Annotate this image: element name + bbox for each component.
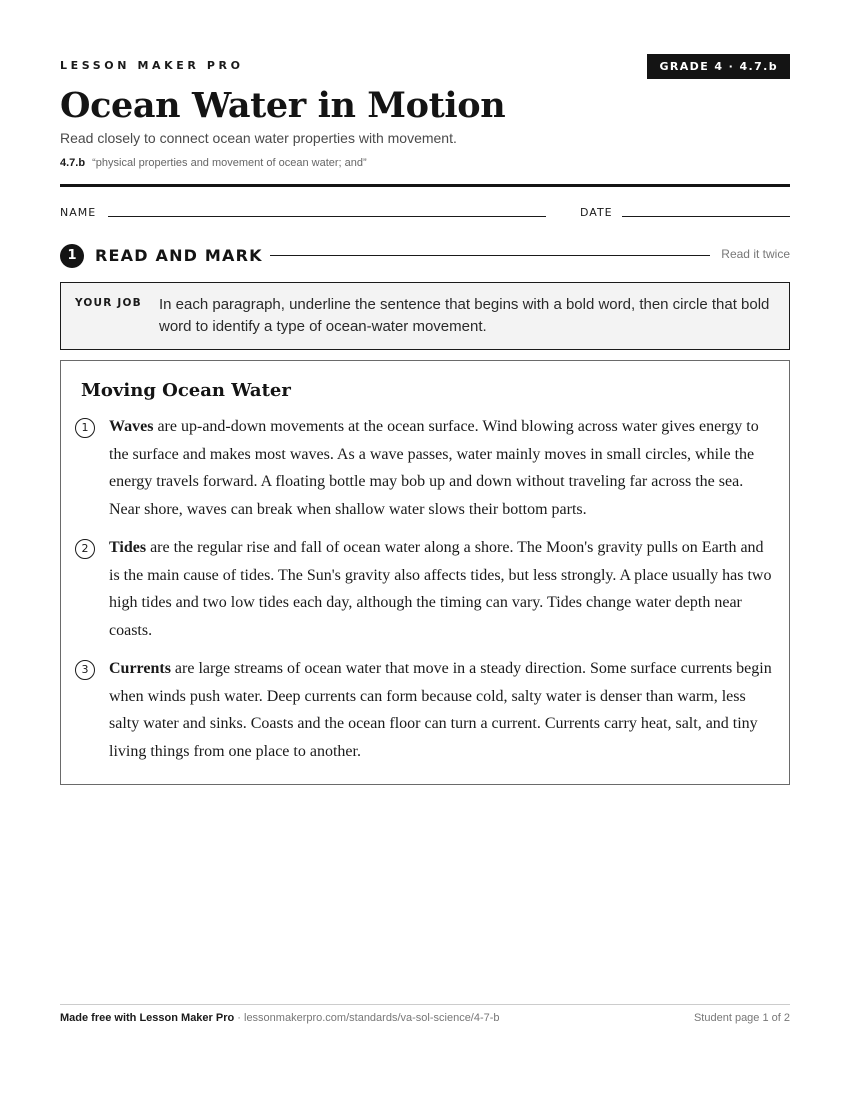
paragraph-text (109, 413, 775, 523)
reading-passage (60, 360, 790, 785)
footer-page-number: Student page 1 of 2 (693, 1012, 790, 1024)
name-field[interactable] (108, 216, 546, 217)
date-field[interactable] (622, 216, 790, 217)
paragraph-number: 1 (75, 418, 95, 438)
grade-badge: GRADE 4 · 4.7.b (647, 54, 790, 79)
standard-code: 4.7.b (60, 157, 86, 169)
paragraph-keyword[interactable]: Tides (109, 539, 147, 556)
standard-text: “physical properties and movement of ocean water; and” (92, 157, 367, 169)
paragraph-number: 2 (75, 539, 95, 559)
name-label: NAME (60, 206, 97, 219)
page-subtitle: Read closely to connect ocean water properties with movement. (60, 130, 457, 146)
worksheet-page (60, 0, 790, 1100)
paragraph-body[interactable]: are the regular rise and fall of ocean water along a shore. The Moon's gravity pulls on Earth and is the main cause of tides. The Sun's gravity also affects tides, but less strongly. A place usually has two high tides and two low tides each day, although the timing can vary. Tides change water depth near coasts. (109, 539, 772, 639)
instructions-text: In each paragraph, underline the sentence that begins with a bold word, then circle that bold word to identify a type of ocean-water movement. (159, 296, 770, 335)
section-title: READ AND MARK (95, 246, 263, 265)
passage-title: Moving Ocean Water (81, 380, 291, 401)
footer-divider (60, 1004, 790, 1005)
brand-name: LESSON MAKER PRO (60, 59, 244, 72)
page-title: Ocean Water in Motion (60, 85, 506, 126)
instructions-box (60, 282, 790, 350)
paragraph-body[interactable]: are up-and-down movements at the ocean surface. Wind blowing across water gives energy to the surface and makes most waves. As a wave passes, water mainly moves in small circles, while the energy travels forward. A floating bottle may bob up and down without traveling far across the sea. Near shore, waves can break when shallow water slows their bottom parts. (109, 418, 759, 518)
date-label: DATE (580, 206, 613, 219)
section-divider (270, 255, 710, 256)
footer-url[interactable]: · lessonmakerpro.com/standards/va-sol-science/4-7-b (234, 1012, 500, 1024)
footer-credit (60, 1012, 500, 1024)
instructions-label: YOUR JOB (75, 297, 142, 309)
paragraph-text (109, 655, 775, 765)
paragraph-text (109, 534, 775, 644)
section-hint: Read it twice (721, 247, 790, 261)
standard-reference (60, 157, 367, 169)
paragraph-keyword[interactable]: Waves (109, 418, 154, 435)
paragraph-body[interactable]: are large streams of ocean water that move in a steady direction. Some surface currents begin when winds push water. Deep currents can form because cold, salty water is denser than warm, less salty water and sinks. Coasts and the ocean floor can turn a current. Currents carry heat, salt, and tiny living things from one place to another. (109, 660, 772, 760)
header-divider (60, 184, 790, 187)
footer-made-with: Made free with Lesson Maker Pro (60, 1012, 235, 1024)
section-number: 1 (60, 244, 84, 268)
paragraph-keyword[interactable]: Currents (109, 660, 171, 677)
paragraph-number: 3 (75, 660, 95, 680)
